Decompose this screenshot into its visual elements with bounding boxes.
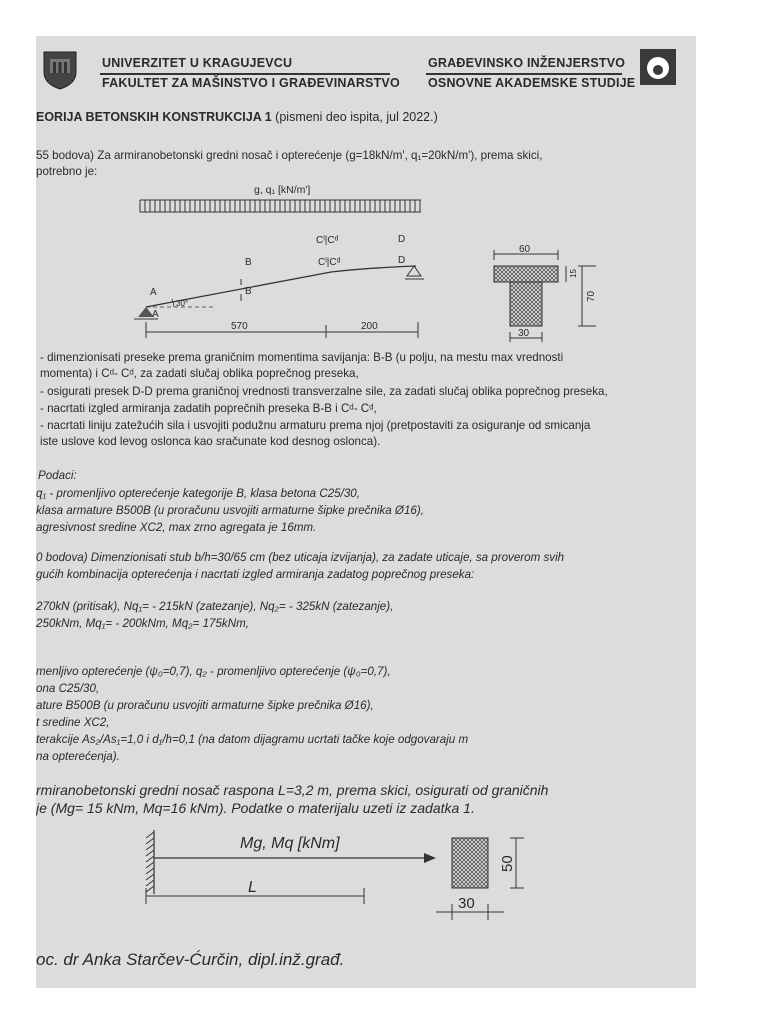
task1-data-heading: Podaci: bbox=[38, 469, 77, 482]
label-d-top: D bbox=[398, 234, 406, 245]
t-section bbox=[494, 250, 596, 342]
support-d-icon bbox=[405, 266, 424, 279]
label-d-bottom: D bbox=[398, 255, 406, 266]
task1-intro-1: 55 bodova) Za armiranobetonski gredni nosač i opterećenje (g=18kN/m', q₁=20kN/m'), prema skici, bbox=[36, 149, 543, 162]
task1-bullet-4b: iste uslove kod levog oslonca kao sračunate kod desnog oslonca). bbox=[40, 435, 381, 448]
section-width-30: 30 bbox=[458, 895, 475, 912]
distributed-load bbox=[140, 200, 421, 212]
label-a-top: A bbox=[150, 287, 157, 298]
task3-line-1: rmiranobetonski gredni nosač raspona L=3,2 m, prema skici, osigurati od graničnih bbox=[36, 782, 549, 798]
header-studies: OSNOVNE AKADEMSKE STUDIJE bbox=[428, 76, 636, 90]
task2-data-1: menljivo opterećenje (ψ₀=0,7), q₂ - promenljivo opterećenje (ψ₀=0,7), bbox=[36, 665, 391, 678]
section-height-50: 50 bbox=[499, 855, 516, 872]
task1-data-1: q₁ - promenljivo opterećenje kategorije B, klasa betona C25/30, bbox=[36, 487, 360, 500]
header-faculty: FAKULTET ZA MAŠINSTVO I GRAĐEVINARSTVO bbox=[102, 76, 400, 90]
fixed-support-icon bbox=[146, 830, 154, 894]
label-c-bottom: Cˡ|Cᵈ bbox=[318, 257, 341, 268]
dim-200: 200 bbox=[361, 321, 378, 332]
task1-bullet-3: - nacrtati izgled armiranja zadatih poprečnih preseka B-B i Cᵈ- Cᵈ, bbox=[40, 402, 377, 415]
label-c-top: Cˡ|Cᵈ bbox=[316, 235, 339, 246]
cantilever-diagram bbox=[136, 824, 556, 924]
load-label: g, q₁ [kN/m'] bbox=[254, 184, 311, 196]
span-l-label: L bbox=[248, 879, 257, 896]
exam-title bbox=[36, 110, 438, 124]
task2-forces-2: 250kNm, Mq₁= - 200kNm, Mq₂= 175kNm, bbox=[36, 617, 249, 630]
university-logo bbox=[42, 50, 78, 90]
task2-forces-1: 270kN (pritisak), Nq₁= - 215kN (zatezanje), Nq₂= - 325kN (zatezanje), bbox=[36, 600, 394, 613]
dim-570: 570 bbox=[231, 321, 248, 332]
moment-label: Mg, Mq [kNm] bbox=[240, 835, 340, 852]
section-width-60: 60 bbox=[519, 244, 531, 255]
rect-section bbox=[436, 838, 524, 920]
task1-bullet-1: - dimenzionisati preseke prema graničnim momentima savijanja: B-B (u polju, na mestu max vrednosti bbox=[40, 351, 564, 364]
header-department: GRAĐEVINSKO INŽENJERSTVO bbox=[428, 56, 626, 70]
task2-data-3: ature B500B (u proračunu usvojiti armaturne šipke prečnika Ø16), bbox=[36, 699, 374, 712]
beam-diagram bbox=[126, 180, 686, 350]
exam-title-bold: EORIJA BETONSKIH KONSTRUKCIJA 1 bbox=[36, 110, 272, 124]
task2-intro-1: 0 bodova) Dimenzionisati stub b/h=30/65 cm (bez uticaja izvijanja), za zadate uticaje, sa proverom svih bbox=[36, 551, 565, 564]
task2-intro-2: gućih kombinacija opterećenja i nacrtati izgled armiranja zadatog poprečnog preseka: bbox=[36, 568, 475, 581]
task2-data-5: terakcije As₂/As₁=1,0 i d₁/h=0,1 (na datom dijagramu ucrtati tačke koje odgovaraju m bbox=[36, 733, 469, 746]
exam-title-normal: (pismeni deo ispita, jul 2022.) bbox=[275, 110, 438, 124]
task1-data-2: klasa armature B500B (u proračunu usvojiti armaturne šipke prečnika Ø16), bbox=[36, 504, 424, 517]
signature: oc. dr Anka Starčev-Ćurčin, dipl.inž.građ. bbox=[36, 950, 345, 969]
task1-bullet-1b: momenta) i Cᵈ- Cᵈ, za zadati slučaj oblika poprečnog preseka, bbox=[40, 367, 359, 380]
task1-bullet-2: - osigurati presek D-D prema graničnoj vrednosti transverzalne sile, za zadati slučaj oblika poprečnog preseka, bbox=[40, 385, 608, 398]
section-height-70: 70 bbox=[586, 290, 597, 302]
label-a-bottom: A bbox=[152, 309, 159, 320]
moment-arrow bbox=[424, 853, 436, 863]
label-b-top: B bbox=[245, 257, 252, 268]
task2-data-4: t sredine XC2, bbox=[36, 716, 110, 729]
task1-intro-2: potrebno je: bbox=[36, 165, 98, 178]
task1-data-3: agresivnost sredine XC2, max zrno agregata je 16mm. bbox=[36, 521, 317, 534]
department-logo bbox=[639, 48, 677, 86]
task3-line-2: je (Mg= 15 kNm, Mq=16 kNm). Podatke o materijalu uzeti iz zadatka 1. bbox=[36, 800, 475, 816]
exam-sheet bbox=[36, 36, 696, 988]
task2-data-6: na opterećenja). bbox=[36, 750, 120, 763]
label-b-bottom: B bbox=[245, 286, 252, 297]
angle-label: 30° bbox=[176, 299, 189, 308]
section-web-30: 30 bbox=[518, 328, 530, 339]
header-university: UNIVERZITET U KRAGUJEVCU bbox=[102, 56, 293, 70]
task1-bullet-4: - nacrtati liniju zatežućih sila i usvojiti podužnu armaturu prema njoj (pretpostaviti za osiguranje od smicanja bbox=[40, 419, 591, 432]
task2-data-2: ona C25/30, bbox=[36, 682, 100, 695]
section-flange-15: 15 bbox=[569, 269, 578, 278]
